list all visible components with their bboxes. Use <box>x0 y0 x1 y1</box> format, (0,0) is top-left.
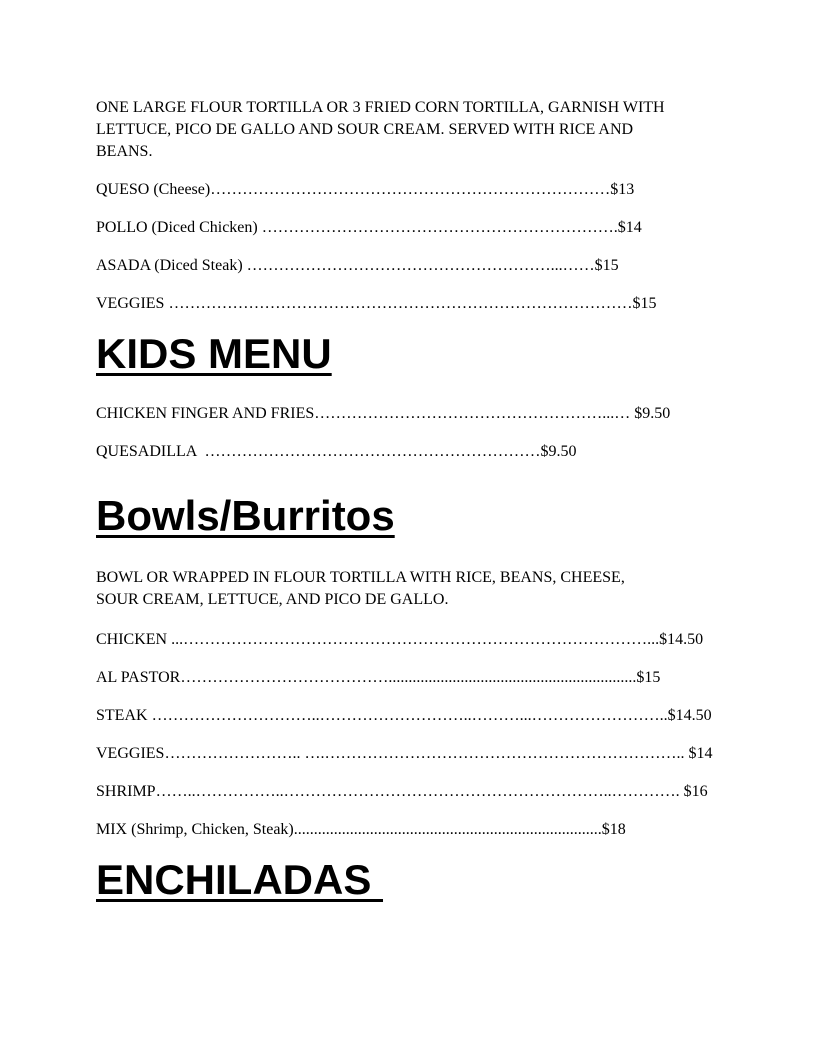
intro-paragraph <box>96 97 720 163</box>
item-price: $14 <box>617 219 642 236</box>
item-price: $15 <box>594 257 619 274</box>
item-price: $13 <box>610 181 635 198</box>
item-leader: …………………….. ….………………………………………………………….. <box>164 745 689 762</box>
item-label: QUESADILLA <box>96 443 205 460</box>
item-leader: ………………………………………………...… <box>314 405 635 422</box>
intro-line: ONE LARGE FLOUR TORTILLA OR 3 FRIED CORN TORTILLA, GARNISH WITH <box>96 99 665 116</box>
item-label: VEGGIES <box>96 745 165 762</box>
menu-item-quesadilla <box>96 441 720 463</box>
bowls-description-line: BOWL OR WRAPPED IN FLOUR TORTILLA WITH RICE, BEANS, CHEESE, <box>96 569 625 586</box>
item-price: $15 <box>636 669 661 686</box>
menu-item-pollo <box>96 217 720 239</box>
intro-line: LETTUCE, PICO DE GALLO AND SOUR CREAM. SERVED WITH RICE AND <box>96 121 634 138</box>
item-price: $14.50 <box>667 707 712 724</box>
menu-item-veggies-bowl <box>96 743 720 765</box>
section-heading-enchiladas: ENCHILADAS <box>96 856 384 903</box>
item-label: MIX (Shrimp, Chicken, Steak) <box>96 821 294 838</box>
item-price: $15 <box>632 295 657 312</box>
item-leader: ………………………………….............................................................. <box>180 669 637 686</box>
menu-item-shrimp <box>96 781 720 803</box>
menu-item-steak <box>96 705 720 727</box>
item-leader: ……………………………………………………… <box>204 443 541 460</box>
section-heading-bowls-burritos: Bowls/Burritos <box>96 492 395 539</box>
item-leader: ………………………………………………………………… <box>210 181 611 198</box>
item-leader: …………………………………………………………. <box>261 219 618 236</box>
item-label: VEGGIES <box>96 295 169 312</box>
menu-item-mix <box>96 819 720 841</box>
item-label: STEAK <box>96 707 152 724</box>
bowls-description <box>96 567 720 611</box>
menu-item-asada <box>96 255 720 277</box>
item-label: AL PASTOR <box>96 669 181 686</box>
item-leader: …………………………..………………………..………...…………………….. <box>151 707 668 724</box>
item-label: CHICKEN <box>96 631 172 648</box>
bowls-description-line: SOUR CREAM, LETTUCE, AND PICO DE GALLO. <box>96 591 449 608</box>
item-leader: …………………………………………………...…… <box>246 257 595 274</box>
menu-item-queso <box>96 179 720 201</box>
item-price: $18 <box>601 821 626 838</box>
item-price: $16 <box>683 783 708 800</box>
menu-item-chicken-finger <box>96 403 720 425</box>
item-label: ASADA (Diced Steak) <box>96 257 247 274</box>
item-leader: ...……………………………………………………………………………... <box>171 631 660 648</box>
item-label: POLLO (Diced Chicken) <box>96 219 262 236</box>
menu-item-chicken <box>96 629 720 651</box>
item-label: CHICKEN FINGER AND FRIES <box>96 405 315 422</box>
item-price: $14 <box>688 745 713 762</box>
item-label: QUESO (Cheese) <box>96 181 211 198</box>
intro-line: BEANS. <box>96 143 153 160</box>
menu-item-veggies <box>96 293 720 315</box>
item-price: $9.50 <box>634 405 671 422</box>
item-label: SHRIMP <box>96 783 156 800</box>
item-leader: ............................................................................. <box>293 821 602 838</box>
item-price: $14.50 <box>659 631 704 648</box>
item-leader: ……..……………..……………………………………………………..…………. <box>155 783 684 800</box>
section-heading-kids-menu: KIDS MENU <box>96 330 332 377</box>
menu-item-al-pastor <box>96 667 720 689</box>
item-price: $9.50 <box>540 443 577 460</box>
item-leader: …………………………………………………………………………… <box>168 295 633 312</box>
